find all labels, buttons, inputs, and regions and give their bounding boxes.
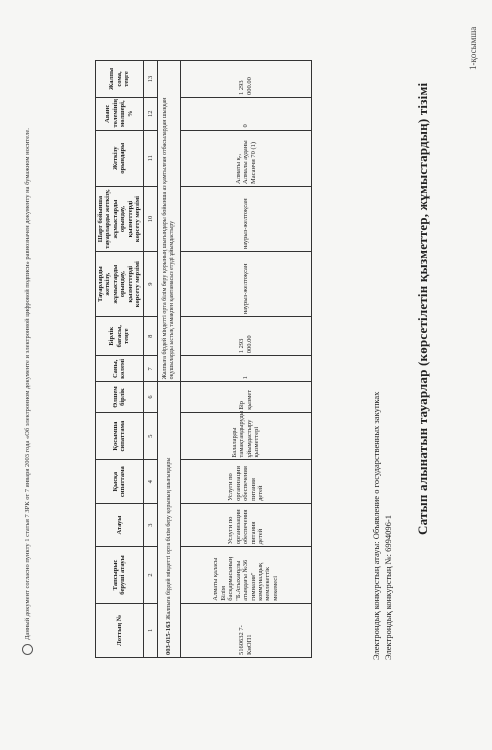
competition-name: Электрондық конкурстың атауы: Объявление о государственных закупках <box>371 391 381 660</box>
column-number: 5 <box>143 412 157 460</box>
column-number: 7 <box>143 356 157 382</box>
competition-number: Электрондық конкурстың №: 6994096-1 <box>383 515 393 660</box>
info-icon <box>22 644 33 655</box>
column-number: 13 <box>143 61 157 98</box>
lot-code: 003-015-163 <box>164 621 172 655</box>
delivery-place-cell: Алматы қ., Алмалы ауданы Масанчи 70 (1) <box>180 130 311 186</box>
customer-cell: Алматы қаласы Білім басқармасының "Б.Атыханұлы атындағы №36 гимназия" коммуналдық мемлекеттік мекемесі <box>180 547 311 603</box>
header-cell: Атауы <box>96 503 144 546</box>
lot-description: Жалпыға бірдей міндетті орта білім беру қорының шығындары <box>165 457 172 620</box>
header-cell: Аванс төлемінің мөлшері, % <box>96 97 144 130</box>
column-number: 1 <box>143 603 157 657</box>
lot-number-cell: 5160632 7-КнОП1 <box>180 603 311 657</box>
column-number: 9 <box>143 252 157 317</box>
document-title: Сатып алынатын тауарлар (көрсетілетін қызметтер, жұмыстардың) тізімі <box>415 82 430 535</box>
header-cell: Қысқа сипаттама <box>96 460 144 503</box>
header-cell: Жеткізу орындары <box>96 130 144 186</box>
term-contract-cell: наурыз-желтоқсан <box>180 186 311 251</box>
column-number-row <box>143 61 157 658</box>
header-cell: Өлшем бірлік <box>96 382 144 412</box>
header-cell: Саны, көлемі <box>96 356 144 382</box>
term-cell: наурыз-желтоқсан <box>180 252 311 317</box>
name-cell: Услуги по организации обеспечения питания детей <box>180 503 311 546</box>
header-cell: Жалпы сома, теңге <box>96 61 144 98</box>
procurement-table <box>95 60 312 658</box>
header-cell: Шарт бойынша тауарларды жеткізу, жұмыстарды орындау, қызметтерді көрсету мерзімі <box>96 186 144 251</box>
short-desc-cell: Услуги по организации обеспечения питания детей <box>180 460 311 503</box>
header-cell: Тапсырыс берушi атауы <box>96 547 144 603</box>
header-cell: Қосымша сипаттама <box>96 412 144 460</box>
total-cell: 1 293 000.00 <box>180 61 311 98</box>
column-number: 10 <box>143 186 157 251</box>
lot-group-row <box>157 61 180 658</box>
column-number: 3 <box>143 503 157 546</box>
header-cell: Тауарларды жеткізу, жұмыстарды орындау, қызметтерді көрсету мерзімі <box>96 252 144 317</box>
table-row <box>180 61 311 658</box>
annex-label: 1-қосымша <box>468 26 478 70</box>
header-row <box>96 61 144 658</box>
header-cell: Лоттың № <box>96 603 144 657</box>
header-cell: Бірлік бағасы, теңге <box>96 317 144 356</box>
column-number: 8 <box>143 317 157 356</box>
footer-note <box>22 35 33 655</box>
column-number: 11 <box>143 130 157 186</box>
lot-purpose: Жалпыға бірдей міндетті орта білім беру қорының шығындары бойынша аз қамтылған отбасылардан шыққан оқушыларды ыстық тамақпен қамтамасыз етуді ұйымдастыру <box>157 61 180 382</box>
advance-cell: 0 <box>180 97 311 130</box>
column-number: 6 <box>143 382 157 412</box>
extra-desc-cell: Балаларды тамақтандыруды ұйымдастыру қызметтері <box>180 412 311 460</box>
column-number: 12 <box>143 97 157 130</box>
price-cell: 1 293 000.00 <box>180 317 311 356</box>
column-number: 4 <box>143 460 157 503</box>
unit-cell: Бір қызмет <box>180 382 311 412</box>
lot-group-cell <box>157 382 180 658</box>
qty-cell: 1 <box>180 356 311 382</box>
column-number: 2 <box>143 547 157 603</box>
footer-text: Данный документ согласно пункту 1 статьи 7 ЗРК от 7 января 2003 года «Об электронном документе и электронной цифровой подписи» равнозначен документу на бумажном носителе. <box>23 128 31 640</box>
